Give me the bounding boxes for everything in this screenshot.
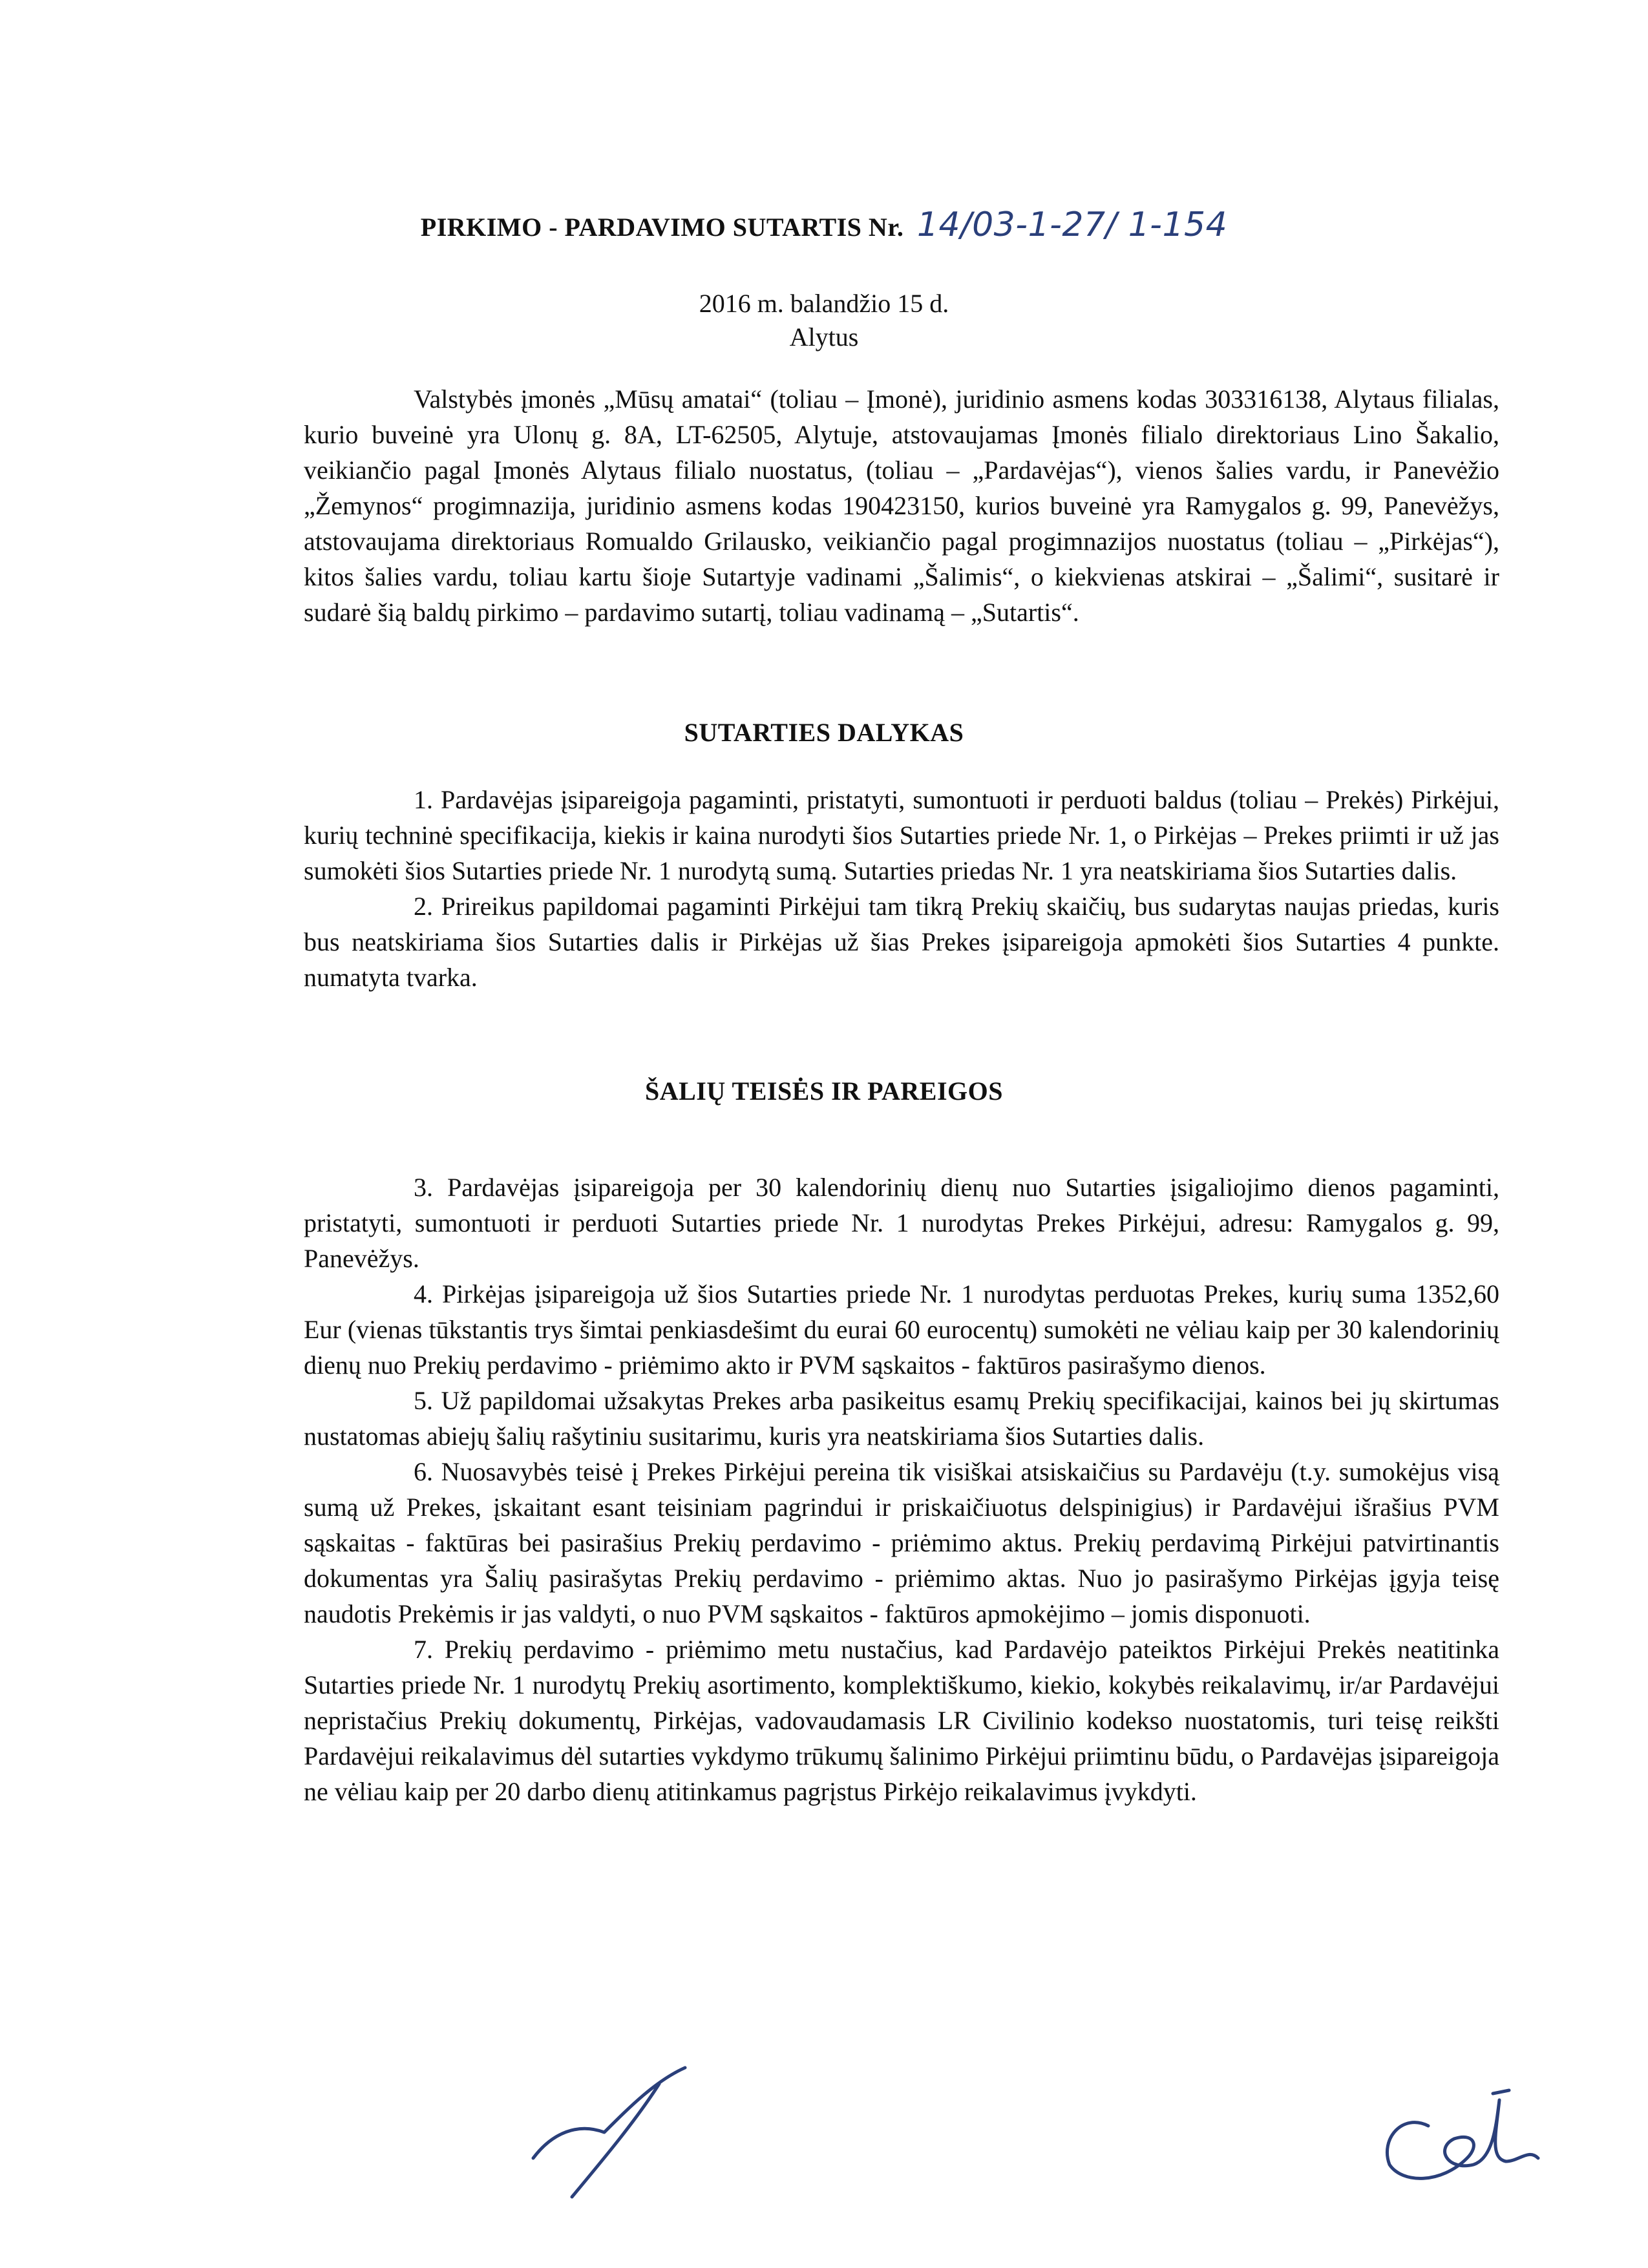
document-date: 2016 m. balandžio 15 d. [699, 289, 949, 318]
paragraph-3: 3. Pardavėjas įsipareigoja per 30 kalendorinių dienų nuo Sutarties įsigaliojimo dienos pagaminti, pristatyti, sumontuoti ir perduoti Sutarties priede Nr. 1 nurodytas Prekes Pirkėjui, adresu: Ramygalos g. 99, Panevėžys. [304, 1173, 1499, 1273]
paragraph-2: 2. Prireikus papildomai pagaminti Pirkėjui tam tikrą Prekių skaičių, bus sudarytas naujas priedas, kuris bus neatskiriama šios Sutarties dalis ir Pirkėjas už šias Prekes įsipareigoja apmokėti šios Sutarties 4 punkte. numatyta tvarka. [304, 892, 1499, 992]
document-title-row [0, 205, 1648, 244]
handwritten-contract-number: 14/03-1-27/ 1-154 [916, 205, 1228, 244]
signature-right [1377, 2087, 1551, 2190]
section-heading-rights-duties: ŠALIŲ TEISĖS IR PAREIGOS [644, 1076, 1004, 1106]
intro-paragraph [304, 381, 1499, 630]
document-place: Alytus [789, 322, 859, 352]
section-subject-body [304, 782, 1499, 995]
section-heading-subject: SUTARTIES DALYKAS [684, 718, 964, 747]
paragraph-1: 1. Pardavėjas įsipareigoja pagaminti, pristatyti, sumontuoti ir perduoti baldus (toliau – Prekės) Pirkėjui, kurių techninė specifikacija, kiekis ir kaina nurodyti šios Sutarties priede Nr. 1, o Pirkėjas – Prekes priimti ir už jas sumokėti šios Sutarties priede Nr. 1 nurodytą sumą. Sutarties priedas Nr. 1 yra neatskiriama šios Sutarties dalis. [304, 785, 1499, 885]
intro-text: Valstybės įmonės „Mūsų amatai“ (toliau – Įmonė), juridinio asmens kodas 303316138, Alytaus filialas, kurio buveinė yra Ulonų g. 8A, LT-62505, Alytuje, atstovaujamas Įmonės filialo direktoriaus Lino Šakalio, veikiančio pagal Įmonės Alytaus filialo nuostatus, (toliau – „Pardavėjas“), vienos šalies vardu, ir Panevėžio „Žemynos“ progimnazija, juridinio asmens kodas 190423150, kurios buveinė yra Ramygalos g. 99, Panevėžys, atstovaujama direktoriaus Romualdo Grilausko, veikiančio pagal progimnazijos nuostatus (toliau – „Pirkėjas“), kitos šalies vardu, toliau kartu šioje Sutartyje vadinami „Šalimis“, o kiekvienas atskirai – „Šalimi“, susitarė ir sudarė šią baldų pirkimo – pardavimo sutartį, toliau vadinamą – „Sutartis“. [304, 384, 1499, 627]
signature-left [527, 2061, 695, 2203]
section-rights-body [304, 1170, 1499, 1809]
paragraph-7: 7. Prekių perdavimo - priėmimo metu nustačius, kad Pardavėjo pateiktos Pirkėjui Prekės neatitinka Sutarties priede Nr. 1 nurodytų Prekių asortimento, komplektiškumo, kiekio, kokybės reikalavimų, ir/ar Pardavėjui nepristačius Prekių dokumentų, Pirkėjas, vadovaudamasis LR Civilinio kodekso nuostatomis, turi teisę reikšti Pardavėjui reikalavimus dėl sutarties vykdymo trūkumų šalinimo Pirkėjui priimtinu būdu, o Pardavėjas įsipareigoja ne vėliau kaip per 20 darbo dienų atitinkamus pagrįstus Pirkėjo reikalavimus įvykdyti. [304, 1635, 1499, 1806]
document-title: PIRKIMO - PARDAVIMO SUTARTIS Nr. [420, 213, 904, 242]
paragraph-4: 4. Pirkėjas įsipareigoja už šios Sutarties priede Nr. 1 nurodytas perduotas Prekes, kurių suma 1352,60 Eur (vienas tūkstantis trys šimtai penkiasdešimt du eurai 60 eurocentų) sumokėti ne vėliau kaip per 30 kalendorinių dienų nuo Prekių perdavimo - priėmimo akto ir PVM sąskaitos - faktūros pasirašymo dienos. [304, 1279, 1499, 1380]
paragraph-6: 6. Nuosavybės teisė į Prekes Pirkėjui pereina tik visiškai atsiskaičius su Pardavėju (t.y. sumokėjus visą sumą už Prekes, įskaitant esant teisiniam pagrindui ir priskaičiuotus delspinigius) ir Pardavėjui išrašius PVM sąskaitas - faktūras bei pasirašius Prekių perdavimo - priėmimo aktus. Prekių perdavimą Pirkėjui patvirtinantis dokumentas yra Šalių pasirašytas Prekių perdavimo - priėmimo aktas. Nuo jo pasirašymo Pirkėjas įgyja teisę naudotis Prekėmis ir jas valdyti, o nuo PVM sąskaitos - faktūros apmokėjimo – jomis disponuoti. [304, 1457, 1499, 1628]
paragraph-5: 5. Už papildomai užsakytas Prekes arba pasikeitus esamų Prekių specifikacijai, kainos bei jų skirtumas nustatomas abiejų šalių rašytiniu susitarimu, kuris yra neatskiriama šios Sutarties dalis. [304, 1386, 1499, 1451]
